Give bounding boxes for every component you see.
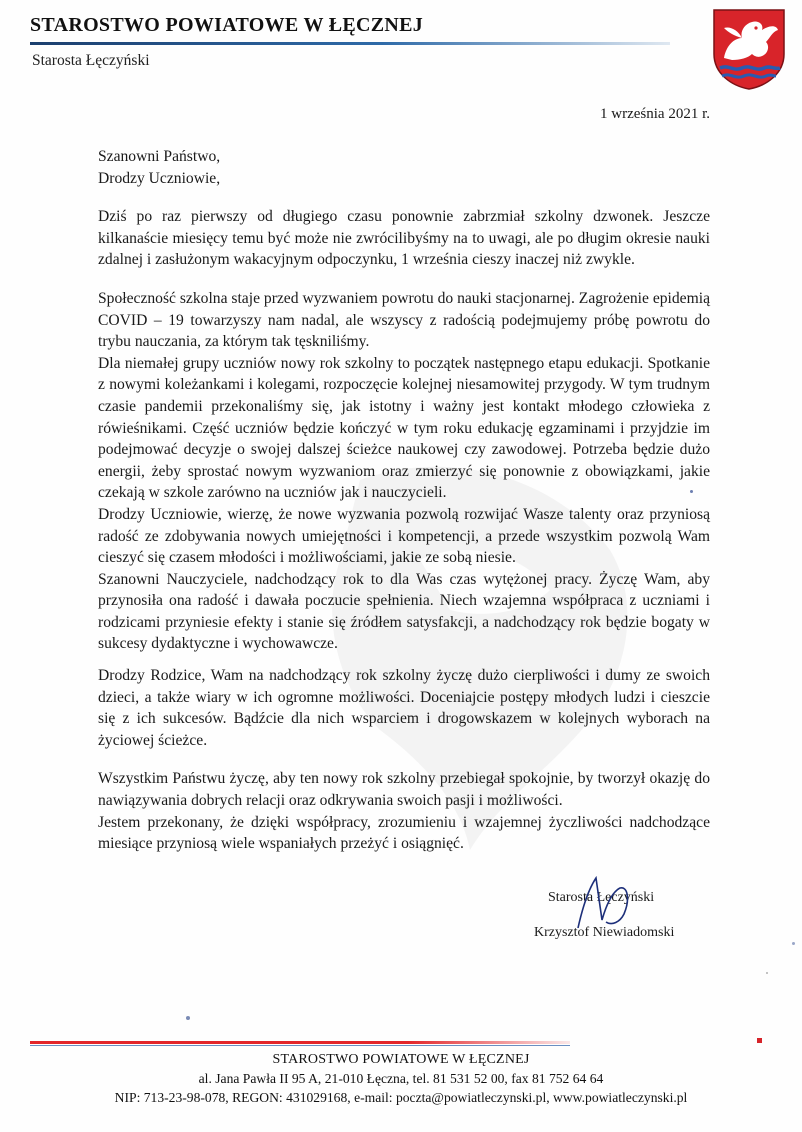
signature-name: Krzysztof Niewiadomski bbox=[534, 925, 675, 940]
signature-role: Starosta Łęczyński bbox=[548, 890, 655, 905]
header-divider bbox=[30, 42, 670, 45]
scan-speck bbox=[690, 490, 693, 493]
paragraph: Dla niemałej grupy uczniów nowy rok szkolny to początek następnego etapu edukacji. Spotkanie z nowymi koleżankami i kolegami, rozpoczęcie kolejnej niesamowitej przygody. W tym trudnym czasie pandemii przekonaliśmy się, jak istotny i ważny jest kontakt młodego człowieka z rówieśnikami. Część uczniów będzie kończyć w tym roku edukację egzaminami i przyjdzie im podejmować decyzje o swojej dalszej ścieżce naukowej czy zawodowej. Potrzeba będzie dużo energii, żeby sprostać nowym wyzwaniom oraz zmierzyć się ponownie z obowiązkami, jakie czekają w szkole zarówno na uczniów jak i nauczycieli. bbox=[98, 354, 710, 502]
paragraph: Jestem przekonany, że dzięki współpracy, zrozumieniu i wzajemnej życzliwości nadchodzące miesiące przyniosą wiele wspaniałych przeżyć i osiągnięć. bbox=[98, 813, 710, 853]
paragraph: Wszystkim Państwu życzę, aby ten nowy rok szkolny przebiegał spokojnie, by tworzył okazję do nawiązywania dobrych relacji oraz odkrywania swoich pasji i możliwości. bbox=[98, 770, 710, 810]
letter-body bbox=[98, 146, 710, 855]
footer-ids: NIP: 713-23-98-078, REGON: 431029168, e-mail: poczta@powiatleczynski.pl, www.powiatleczynski.pl bbox=[114, 1090, 688, 1105]
footer-address: al. Jana Pawła II 95 A, 21-010 Łęczna, tel. 81 531 52 00, fax 81 752 64 64 bbox=[198, 1071, 604, 1086]
footer-org: STAROSTWO POWIATOWE W ŁĘCZNEJ bbox=[272, 1052, 530, 1067]
footer bbox=[0, 1050, 802, 1107]
scan-speck bbox=[792, 942, 795, 945]
paragraph: Drodzy Uczniowie, wierzę, że nowe wyzwania pozwolą rozwijać Wasze talenty oraz przyniosą radość ze zdobywania nowych umiejętności i kompetencji, a przede wszystkim pozwolą Wam cieszyć się czasem młodości i możliwościami, jakie ze sobą niesie. bbox=[98, 505, 710, 567]
footer-divider-red bbox=[30, 1041, 570, 1044]
paragraph: Społeczność szkolna staje przed wyzwaniem powrotu do nauki stacjonarnej. Zagrożenie epidemią COVID – 19 towarzyszy nam nadal, ale wszyscy z radością podejmujemy próbę powrotu do trybu nauczania, za którym tak tęskniliśmy. bbox=[98, 289, 710, 351]
paragraph: Drodzy Rodzice, Wam na nadchodzący rok szkolny życzę dużo cierpliwości i dumy ze swoich dzieci, a także wiary w ich ogromne możliwości. Doceniajcie postępy młodych ludzi i cieszcie się z ich sukcesów. Bądźcie dla nich wsparciem i drogowskazem w kolejnych wyborach na życiowej ścieżce. bbox=[98, 667, 710, 749]
paragraph: Szanowni Nauczyciele, nadchodzący rok to dla Was czas wytężonej pracy. Życzę Wam, aby przynosiła ona radość i dawała poczucie spełnienia. Niech wzajemna współpraca z uczniami i rodzicami przyniesie efekty i stanie się źródłem satysfakcji, a nadchodzący rok będzie bogaty w sukcesy dydaktyczne i wychowawcze. bbox=[98, 570, 710, 653]
greeting-line: Szanowni Państwo, bbox=[98, 148, 221, 165]
footer-divider-blue bbox=[30, 1045, 570, 1046]
scan-speck bbox=[186, 1016, 190, 1020]
greeting-line: Drodzy Uczniowie, bbox=[98, 169, 221, 187]
red-marker bbox=[757, 1038, 762, 1043]
scan-speck bbox=[766, 972, 768, 974]
handwritten-signature-icon bbox=[566, 870, 636, 932]
coat-of-arms-icon bbox=[712, 8, 786, 90]
header-subtitle: Starosta Łęczyński bbox=[32, 52, 150, 69]
header-title: STAROSTWO POWIATOWE W ŁĘCZNEJ bbox=[30, 14, 424, 36]
paragraph: Dziś po raz pierwszy od długiego czasu ponownie zabrzmiał szkolny dzwonek. Jeszcze kilkanaście miesięcy temu być może nie zwrócilibyśmy na to uwagi, ale po długim okresie nauki zdalnej i zasłużonym wakacyjnym odpoczynku, 1 września cieszy inaczej niż zwykle. bbox=[98, 208, 710, 269]
letter-date: 1 września 2021 r. bbox=[600, 106, 710, 122]
